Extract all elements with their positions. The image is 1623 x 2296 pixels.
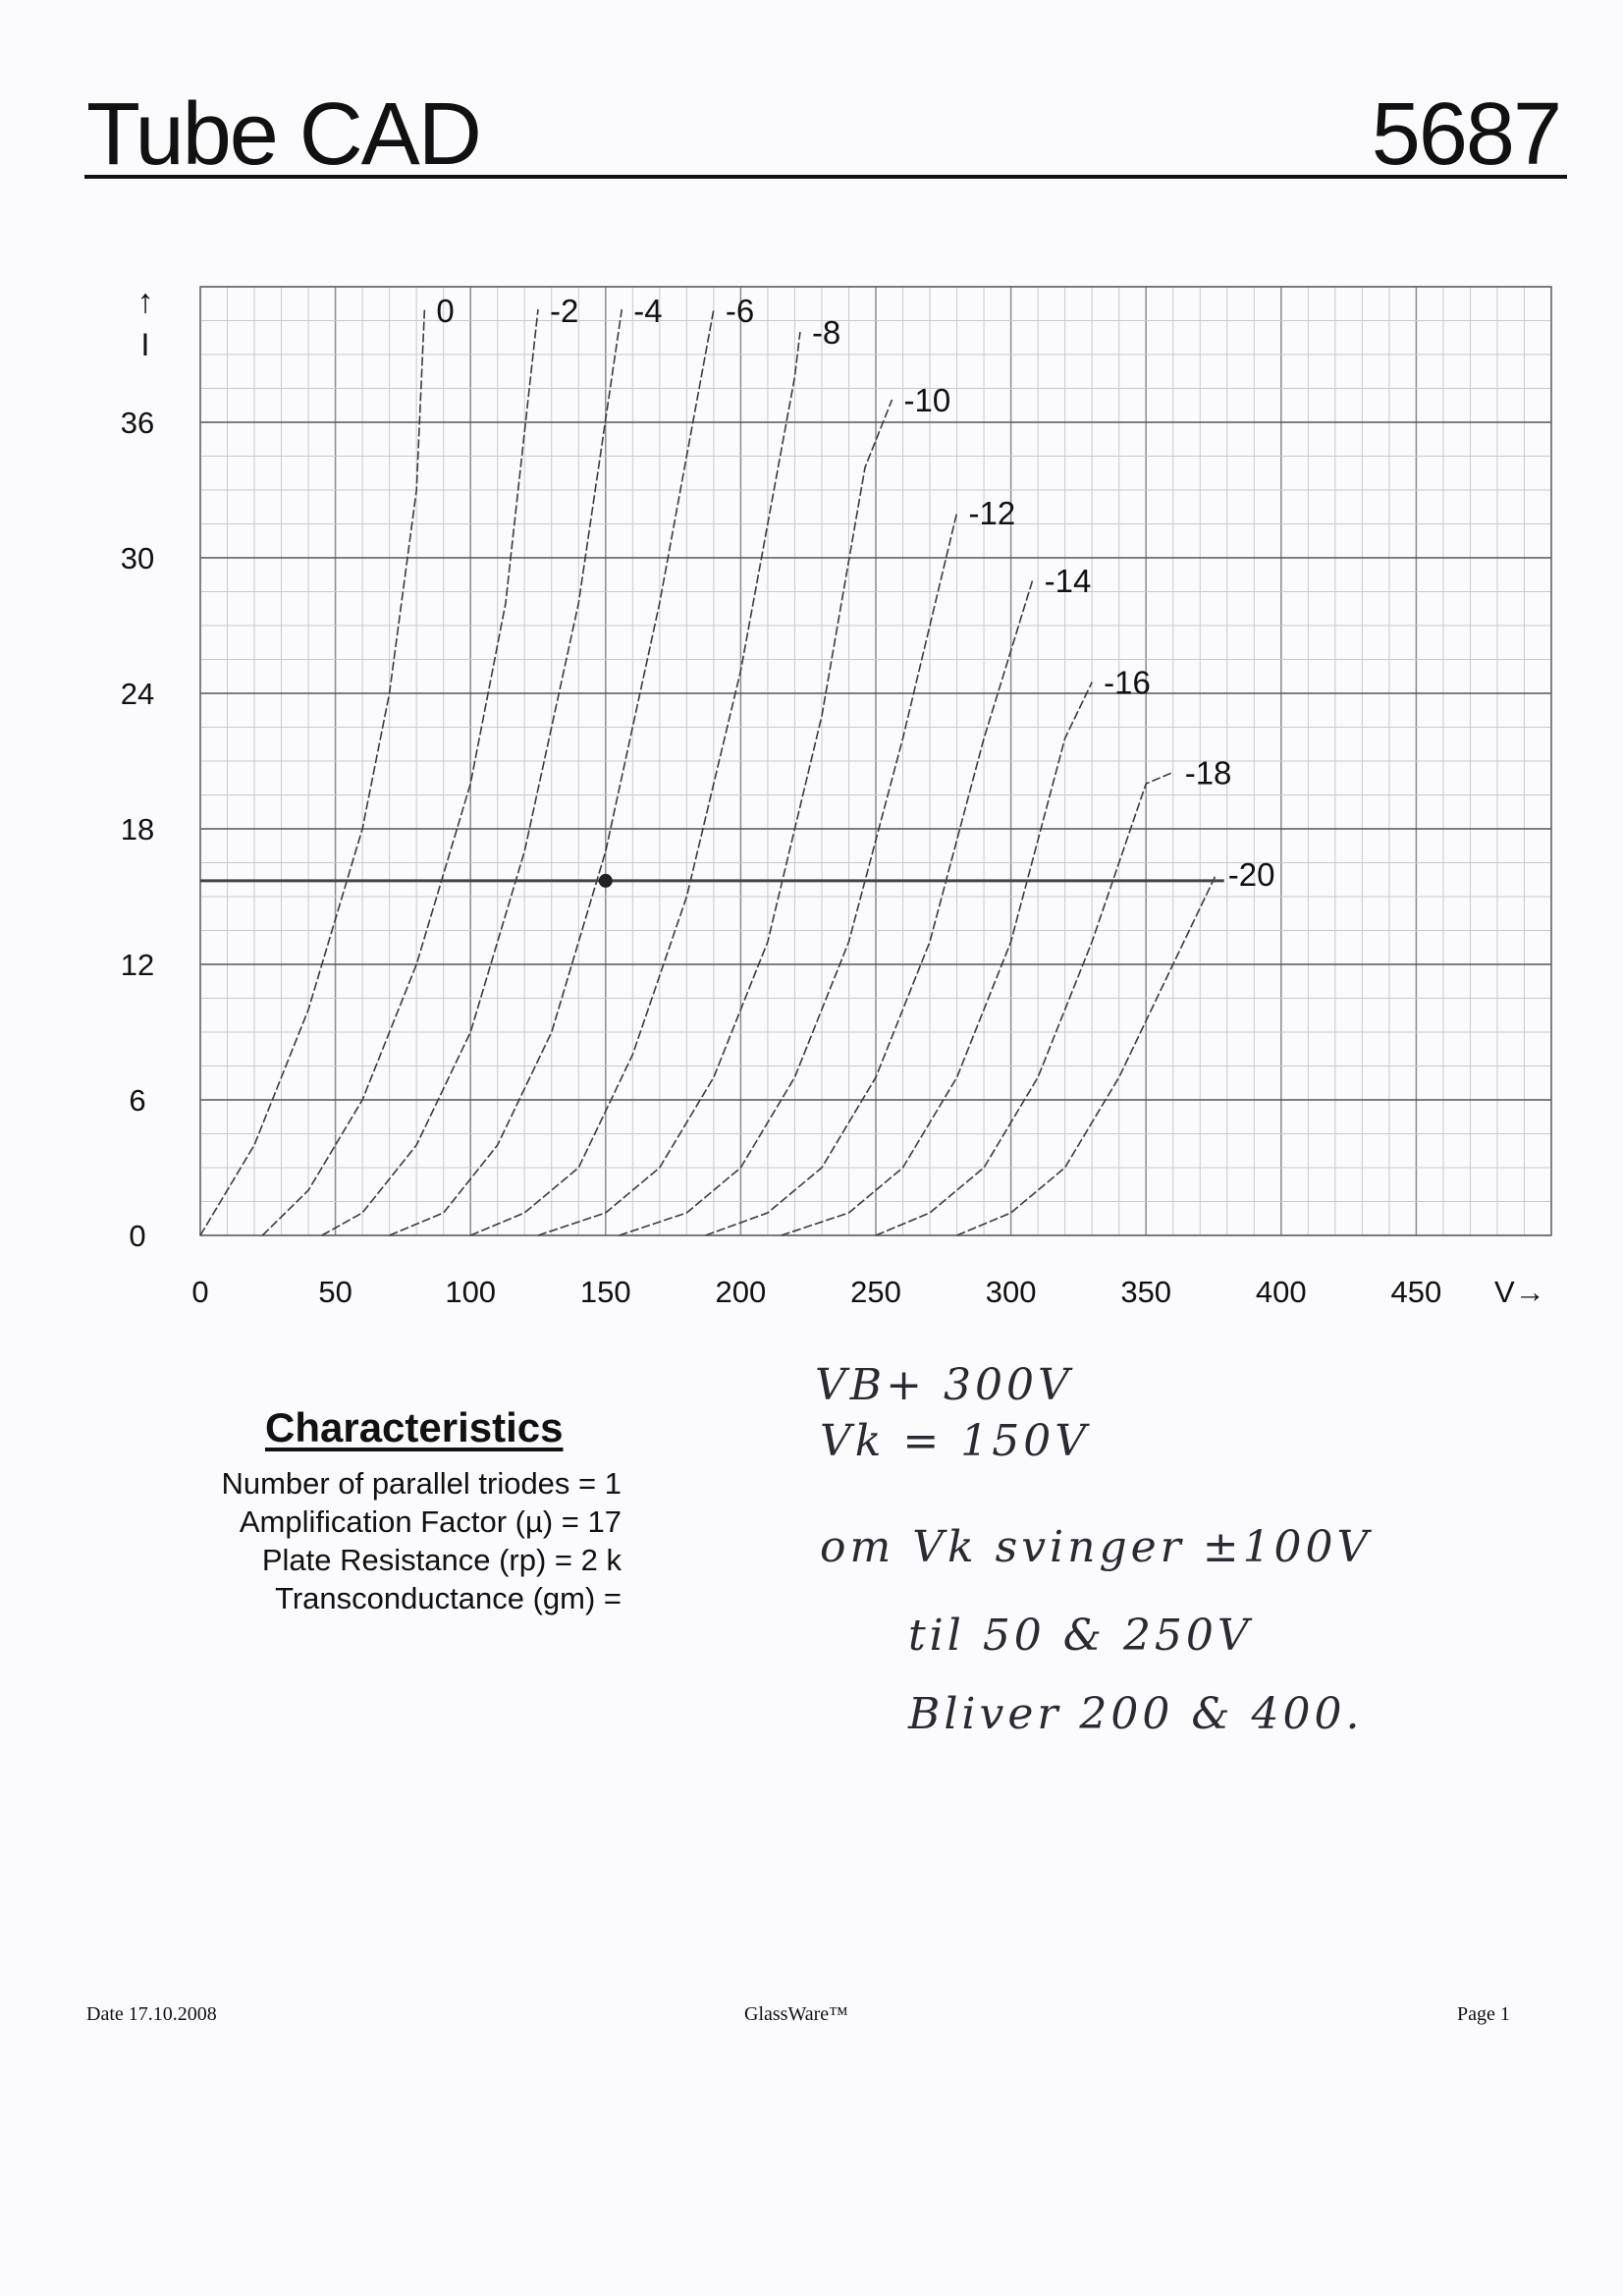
operating-point-marker	[599, 874, 613, 888]
handwritten-note-cathode: Vk = 150V	[820, 1416, 1091, 1466]
y-axis-arrow: ↑	[136, 283, 154, 320]
page-title: Tube CAD	[86, 85, 480, 184]
curve-label: -2	[550, 293, 579, 329]
footer-page: Page 1	[1457, 2003, 1510, 2025]
tube-model-label: 5687	[1371, 85, 1560, 184]
curve-label: -18	[1184, 754, 1232, 792]
x-tick-label: 0	[191, 1275, 209, 1309]
characteristic-row-amplification: Amplification Factor (µ) = 17	[239, 1504, 622, 1539]
curve-label: -6	[725, 293, 755, 329]
y-tick-label: 36	[120, 406, 155, 440]
y-tick-label: 30	[120, 541, 155, 575]
plate-curve	[782, 683, 1092, 1236]
x-tick-label: 400	[1255, 1275, 1307, 1309]
handwritten-note-swing: om Vk svinger ±100V	[820, 1522, 1373, 1572]
plate-curves	[200, 309, 1217, 1235]
footer-brand: GlassWare™	[744, 2003, 848, 2025]
chart-labels	[121, 283, 1545, 1309]
y-tick-label: 0	[129, 1219, 146, 1253]
characteristic-row-transconductance: Transconductance (gm) =	[275, 1581, 622, 1615]
x-axis-label: V→	[1494, 1275, 1545, 1309]
x-tick-label: 450	[1390, 1275, 1442, 1309]
plate-curve	[262, 309, 538, 1235]
y-tick-label: 24	[120, 677, 155, 711]
y-tick-label: 6	[129, 1083, 146, 1118]
x-tick-label: 150	[579, 1275, 631, 1309]
handwritten-note-supply: VB+ 300V	[815, 1360, 1073, 1410]
characteristics-heading: Characteristics	[265, 1404, 564, 1450]
plate-curve	[322, 309, 622, 1235]
x-tick-label: 50	[318, 1275, 352, 1309]
plate-curve	[957, 874, 1217, 1235]
plate-curve	[876, 773, 1173, 1236]
y-tick-label: 18	[120, 812, 155, 847]
curve-label: -14	[1044, 563, 1092, 599]
grid-lines	[200, 287, 1551, 1235]
plate-curve	[200, 309, 424, 1235]
plate-curve	[538, 400, 893, 1235]
handwritten-note-range: til 50 & 250V	[908, 1611, 1253, 1661]
x-tick-label: 350	[1120, 1275, 1172, 1309]
curve-label: -8	[811, 314, 841, 351]
handwritten-note-result: Bliver 200 & 400.	[908, 1689, 1364, 1739]
x-tick-label: 250	[850, 1275, 901, 1309]
curve-label: -10	[903, 382, 951, 418]
y-axis-label: I	[140, 327, 150, 362]
x-tick-label: 300	[985, 1275, 1037, 1309]
footer-date: Date 17.10.2008	[86, 2003, 217, 2025]
characteristic-row-plate-resistance: Plate Resistance (rp) = 2 k	[261, 1543, 622, 1577]
x-tick-label: 200	[715, 1275, 767, 1309]
y-tick-label: 12	[120, 948, 155, 982]
load-line-group	[200, 874, 1224, 888]
x-tick-label: 100	[445, 1275, 497, 1309]
plate-curve	[620, 513, 957, 1235]
curve-label: 0	[436, 293, 455, 329]
characteristic-row-triodes: Number of parallel triodes = 1	[221, 1466, 622, 1501]
curve-label: -20	[1227, 856, 1275, 893]
curve-label: -12	[968, 495, 1016, 531]
curve-label: -4	[633, 293, 663, 329]
curve-label: -16	[1104, 664, 1151, 701]
